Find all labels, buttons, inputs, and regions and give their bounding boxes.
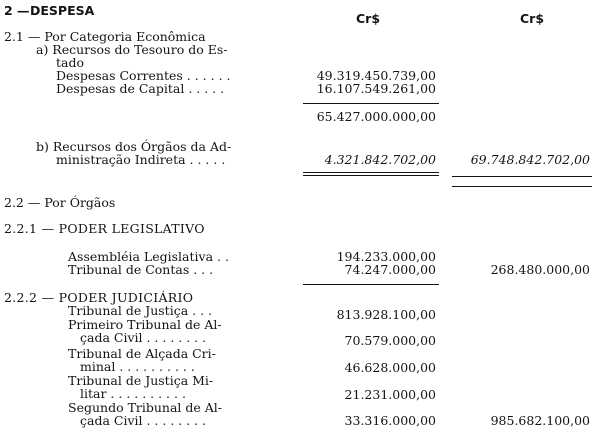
row-label-assembleia: Assembléia Legislativa . .: [68, 249, 229, 264]
total-rule-col1-a: [303, 172, 439, 173]
row-label-tribunal-criminal-line1: Tribunal de Alçada Cri-: [68, 346, 216, 361]
s21-a-label-line1: a) Recursos do Tesouro do Es-: [36, 42, 228, 57]
currency-header-col1: Cr$: [356, 11, 381, 26]
total-rule-col2-a: [452, 176, 592, 177]
row-label-primeiro-tribunal-line1: Primeiro Tribunal de Al-: [68, 317, 222, 332]
row-label-segundo-tribunal-line2: çada Civil . . . . . . . .: [80, 413, 207, 428]
section-title: DESPESA: [30, 3, 95, 18]
currency-header-col2: Cr$: [520, 11, 545, 26]
row-label-despesas-correntes: Despesas Correntes . . . . . .: [56, 68, 231, 83]
s21-a-total: 65.427.000.000,00: [316, 109, 436, 124]
row-amount-primeiro-tribunal: 70.579.000,00: [344, 333, 436, 348]
s222-total: 985.682.100,00: [490, 413, 590, 428]
total-rule-col2-b: [452, 186, 592, 187]
s21-heading: 2.1 — Por Categoria Econômica: [4, 29, 206, 44]
s21-b-amount: 4.321.842.702,00: [324, 152, 436, 167]
section-number: 2 —: [4, 3, 30, 18]
s221-heading: 2.2.1 — PODER LEGISLATIVO: [4, 221, 205, 236]
s221-total: 268.480.000,00: [490, 262, 590, 277]
row-label-tribunal-militar-line2: litar . . . . . . . . . .: [80, 386, 186, 401]
row-amount-despesas-correntes: 49.319.450.739,00: [316, 68, 436, 83]
row-label-tribunal-militar-line1: Tribunal de Justiça Mi-: [68, 373, 214, 388]
row-label-tribunal-criminal-line2: minal . . . . . . . . . .: [80, 359, 195, 374]
s21-b-label-line2: ministração Indireta . . . . .: [56, 152, 226, 167]
row-label-tribunal-contas: Tribunal de Contas . . .: [68, 262, 214, 277]
total-rule-col1-b: [303, 175, 439, 176]
s21-b-label-line1: b) Recursos dos Órgãos da Ad-: [36, 139, 232, 154]
subtotal-rule: [303, 103, 439, 104]
row-amount-tribunal-justica: 813.928.100,00: [336, 307, 436, 322]
s21-total: 69.748.842.702,00: [470, 152, 590, 167]
s21-a-label-line2: tado: [56, 55, 85, 70]
s22-heading: 2.2 — Por Órgãos: [4, 195, 116, 210]
legislativo-rule: [303, 284, 439, 285]
row-label-segundo-tribunal-line1: Segundo Tribunal de Al-: [68, 400, 223, 415]
row-amount-assembleia: 194.233.000,00: [336, 249, 436, 264]
row-amount-despesas-capital: 16.107.549.261,00: [316, 81, 436, 96]
row-amount-segundo-tribunal: 33.316.000,00: [344, 413, 436, 428]
row-label-despesas-capital: Despesas de Capital . . . . .: [56, 81, 225, 96]
row-label-tribunal-justica: Tribunal de Justiça . . .: [68, 303, 213, 318]
row-amount-tribunal-contas: 74.247.000,00: [344, 262, 436, 277]
s222-heading: 2.2.2 — PODER JUDICIÁRIO: [4, 290, 194, 305]
row-amount-tribunal-criminal: 46.628.000,00: [344, 360, 436, 375]
row-amount-tribunal-militar: 21.231.000,00: [344, 387, 436, 402]
row-label-primeiro-tribunal-line2: çada Civil . . . . . . . .: [80, 330, 207, 345]
